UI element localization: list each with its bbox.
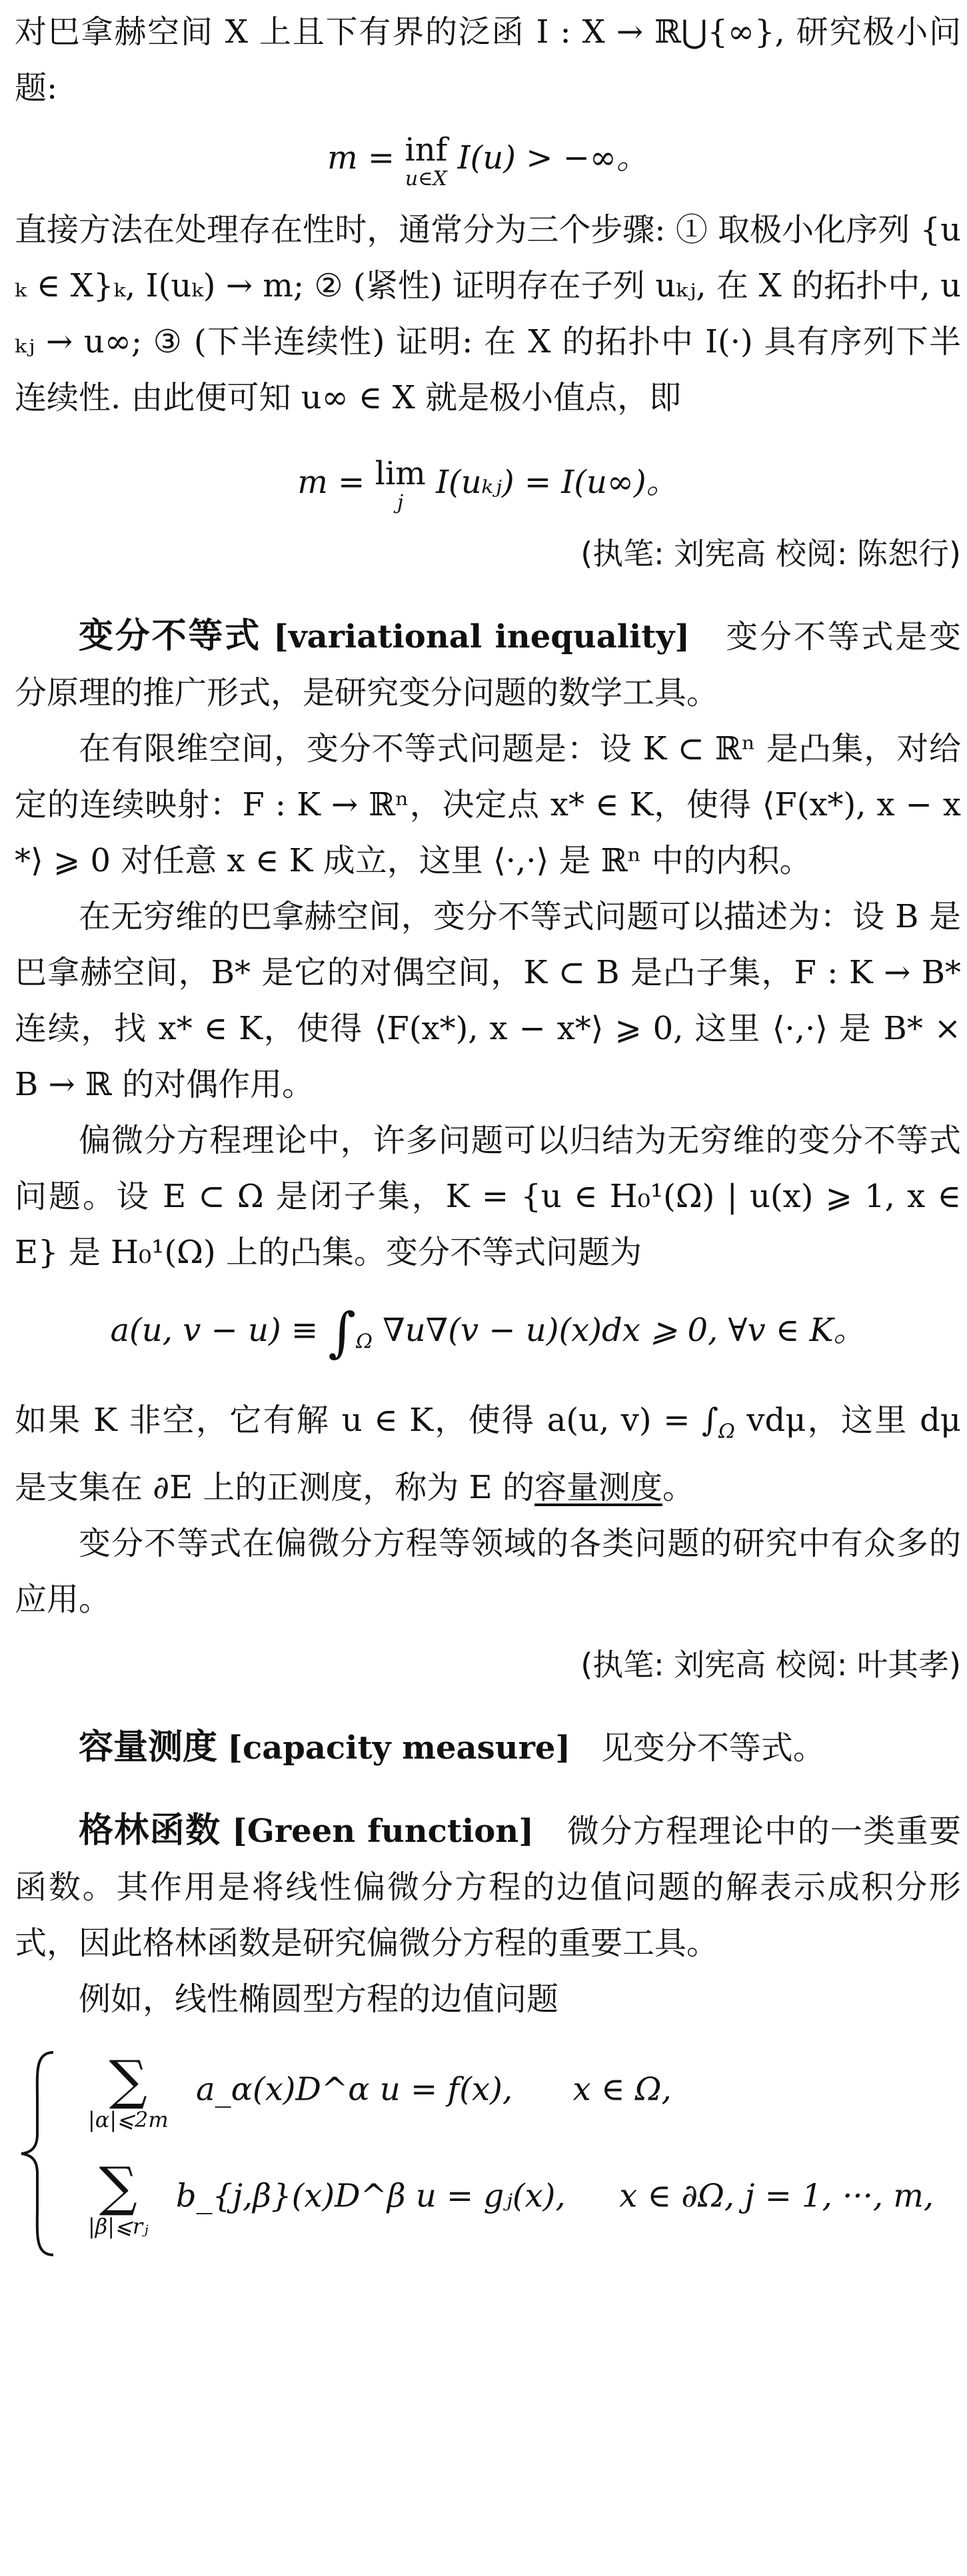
lim-operator: lim j bbox=[375, 455, 426, 514]
eq-rhs: I(u) > −∞。 bbox=[457, 139, 648, 177]
eq-rhs: ∇u∇(v − u)(x)dx ⩾ 0, ∀v ∈ K。 bbox=[383, 1312, 866, 1349]
paragraph-text: vdμ，这里 dμ 是支集在 ∂E 上的正测度，称为 E 的 bbox=[15, 1401, 961, 1507]
summation-sign: ∑ |α|⩽2m bbox=[88, 2049, 169, 2133]
paragraph-direct-method bbox=[15, 202, 961, 426]
paragraph-example bbox=[15, 1971, 961, 2027]
entry-english-term: [Green function] bbox=[232, 1813, 534, 1851]
paragraph-text: 例如，线性椭圆型方程的边值问题 bbox=[79, 1980, 559, 2018]
equation-condition: x ∈ Ω, bbox=[572, 2070, 672, 2108]
equation-expression: a_α(x)D^α u = f(x), bbox=[195, 2070, 513, 2108]
capacity-measure-link[interactable]: 容量测度 bbox=[534, 1469, 662, 1507]
entry-capacity-measure bbox=[15, 1719, 961, 1776]
paragraph-minimization-problem bbox=[15, 4, 961, 116]
author-signature: (执笔: 刘宪高 校阅: 叶其孝) bbox=[580, 1647, 961, 1683]
equation-variational-inequality bbox=[15, 1300, 961, 1372]
paragraph-text: 直接方法在处理存在性时，通常分为三个步骤: ① 取极小化序列 {uₖ ∈ X}ₖ, I(uₖ) → m; ② (紧性) 证明存在子列 uₖⱼ, 在 X 的拓扑中, uₖⱼ → u∞; ③ (下半连续性) 证明: 在 X 的拓扑中 I(·) 具有序列下半连续性. 由此便可知 u∞ ∈ X 就是极小值点，即 bbox=[15, 211, 961, 416]
paragraph-text: 在无穷维的巴拿赫空间，变分不等式问题可以描述为：设 B 是巴拿赫空间，B* 是它的对偶空间，K ⊂ B 是凸子集，F : K → B* 连续，找 x* ∈ K，使得 ⟨F(x*), x − x*⟩ ⩾ 0, 这里 ⟨·,·⟩ 是 B* × B → ℝ 的对偶作用。 bbox=[15, 898, 961, 1103]
entry-variational-inequality bbox=[15, 608, 961, 721]
entry-green-function bbox=[15, 1803, 961, 1971]
integral-domain: Ω bbox=[718, 1420, 735, 1444]
entry-term: 容量测度 bbox=[79, 1727, 218, 1768]
paragraph-text: 如果 K 非空，它有解 u ∈ K，使得 a(u, v) = ∫ bbox=[15, 1401, 718, 1439]
equation-lim bbox=[15, 452, 961, 514]
system-equation-row-1 bbox=[88, 2049, 672, 2133]
inf-operator: inf u∈X bbox=[405, 131, 448, 191]
entry-lead-text: 变分不等式是变分原理的推广形式，是研究变分问题的数学工具。 bbox=[15, 618, 961, 711]
eq-lhs: a(u, v − u) ≡ bbox=[110, 1312, 319, 1349]
entry-lead-text: 微分方程理论中的一类重要函数。其作用是将线性偏微分方程的边值问题的解表示成积分形式，因此格林函数是研究偏微分方程的重要工具。 bbox=[15, 1813, 961, 1962]
eq-rhs: I(uₖⱼ) = I(u∞)。 bbox=[436, 463, 678, 501]
left-brace-icon bbox=[15, 2047, 61, 2260]
paragraph-pde bbox=[15, 1112, 961, 1280]
paragraph-text: 在有限维空间，变分不等式问题是：设 K ⊂ ℝⁿ 是凸集，对给定的连续映射：F : K → ℝⁿ，决定点 x* ∈ K，使得 ⟨F(x*), x − x*⟩ ⩾ 0 对任意 x ∈ K 成立，这里 ⟨·,·⟩ 是 ℝⁿ 中的内积。 bbox=[15, 730, 961, 879]
paragraph-finite-dim bbox=[15, 721, 961, 889]
paragraph-text: 变分不等式在偏微分方程等领域的各类问题的研究中有众多的应用。 bbox=[15, 1525, 961, 1619]
entry-term: 格林函数 bbox=[79, 1811, 221, 1851]
paragraph-applications bbox=[15, 1515, 961, 1627]
integral-sign: ∫ bbox=[328, 1301, 357, 1364]
equation-condition: x ∈ ∂Ω, j = 1, ···, m, bbox=[619, 2177, 934, 2215]
entry-term: 变分不等式 bbox=[79, 616, 261, 656]
eq-lhs: m = bbox=[297, 463, 365, 501]
entry-english-term: [variational inequality] bbox=[273, 618, 690, 655]
paragraph-solution: 如果 K 非空，它有解 u ∈ K，使得 a(u, $v) = \int_\Omega$ vdμ，这里 dμ 是支集在 ∂E 上的正测度，称为 E 的容量测度。 bbox=[15, 1401, 961, 1507]
integral-domain: Ω bbox=[356, 1330, 373, 1354]
entry-cross-reference: 见变分不等式。 bbox=[600, 1729, 825, 1767]
paragraph-text: 对巴拿赫空间 X 上且下有界的泛函 I : X → ℝ⋃{∞}, 研究极小问题: bbox=[15, 13, 961, 107]
eq-lhs: m = bbox=[327, 139, 395, 177]
summation-sign: ∑ |β|⩽rⱼ bbox=[88, 2156, 149, 2240]
paragraph-text: 偏微分方程理论中，许多问题可以归结为无穷维的变分不等式问题。设 E ⊂ Ω 是闭子集，K = {u ∈ H₀¹(Ω) | u(x) ⩾ 1, x ∈ E} 是 H₀¹(Ω) 上的凸集。变分不等式问题为 bbox=[15, 1122, 961, 1271]
author-signature: (执笔: 刘宪高 校阅: 陈恕行) bbox=[580, 536, 961, 572]
equation-inf bbox=[15, 128, 961, 190]
document-page bbox=[15, 4, 961, 2569]
paragraph-infinite-dim bbox=[15, 889, 961, 1112]
system-equation-row-2 bbox=[88, 2156, 934, 2240]
entry-english-term: [capacity measure] bbox=[227, 1729, 571, 1767]
boundary-value-system bbox=[15, 2047, 961, 2260]
equation-expression: b_{j,β}(x)D^β u = gⱼ(x), bbox=[175, 2177, 566, 2215]
